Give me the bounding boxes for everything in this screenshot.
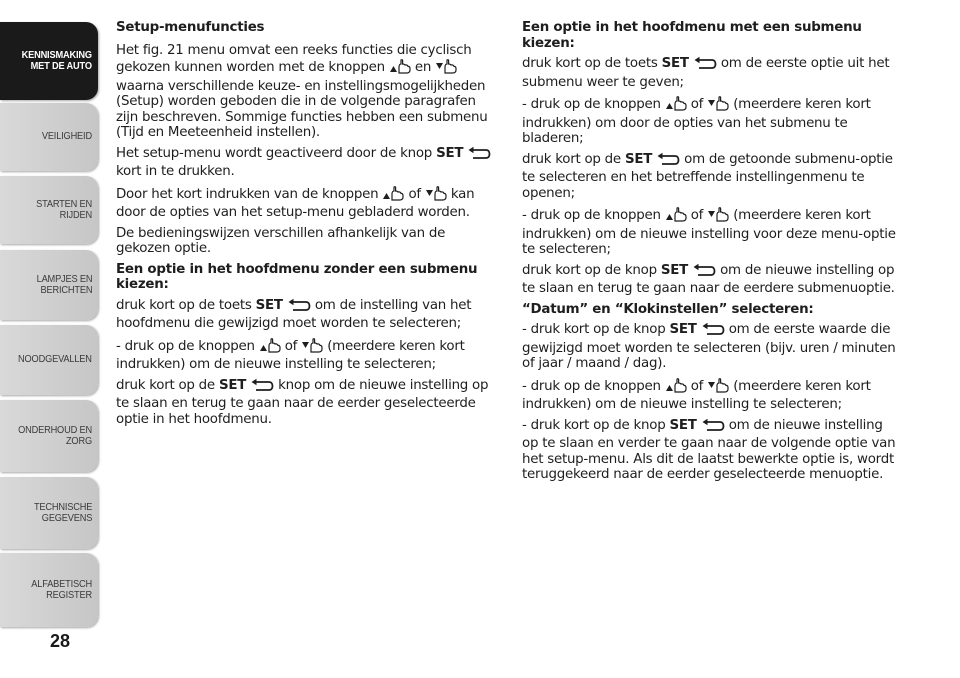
text: druk kort op de bbox=[522, 151, 621, 167]
down-arrow-hand-icon bbox=[707, 95, 729, 116]
down-arrow-hand-icon bbox=[425, 185, 447, 206]
text: (meerdere keren kort indrukken) om door de opties van het submenu te bladeren; bbox=[522, 97, 871, 146]
set-button-label: SET bbox=[669, 322, 697, 337]
text: Het fig. 21 menu omvat een reeks functies die cyclisch gekozen kunnen worden met de knoppen bbox=[116, 42, 472, 75]
text: waarna verschillende keuze- en instellingsmogelijkheden (Setup) worden geboden die in de volgende paragrafen zijn beschreven. Sommige functies hebben een submenu (Tijd en Meeteenheid instellen). bbox=[116, 78, 488, 140]
text: - druk kort op de knop bbox=[522, 322, 666, 337]
right-column bbox=[522, 20, 902, 488]
set-return-arrow-icon bbox=[692, 263, 716, 282]
text: druk kort op de knop bbox=[522, 262, 657, 278]
text: Het setup-menu wordt geactiveerd door de knop bbox=[116, 145, 433, 161]
set-return-arrow-icon bbox=[656, 152, 680, 171]
set-return-arrow-icon bbox=[250, 378, 274, 397]
set-button-label: SET bbox=[255, 297, 283, 313]
paragraph bbox=[522, 56, 902, 90]
up-arrow-hand-icon bbox=[665, 95, 687, 116]
text: (meerdere keren kort indrukken) om de nieuwe instelling te selecteren; bbox=[522, 378, 871, 412]
set-button-label: SET bbox=[436, 145, 464, 161]
down-arrow-hand-icon bbox=[707, 377, 729, 398]
set-return-arrow-icon bbox=[693, 56, 717, 75]
set-return-arrow-icon bbox=[701, 418, 725, 437]
tab-label: KENNISMAKING MET DE AUTO bbox=[21, 48, 92, 72]
tab-technische-gegevens[interactable] bbox=[0, 477, 98, 549]
paragraph bbox=[522, 322, 902, 372]
tab-label: LAMPJES EN BERICHTEN bbox=[36, 272, 92, 296]
section-heading: Een optie in het hoofdmenu met een submenu kiezen: bbox=[522, 20, 862, 51]
text: kan door de opties van het setup-menu gebladerd worden. bbox=[116, 186, 475, 220]
text: om de nieuwe instelling op te slaan en verder te gaan naar de volgende optie van het setup-menu. Als dit de laatst bewerkte optie is, wordt teruggekeerd naar de eerder geselecteerde menuoptie. bbox=[522, 417, 896, 482]
paragraph bbox=[522, 95, 902, 147]
tab-label: VEILIGHEID bbox=[41, 130, 92, 143]
text: om de nieuwe instelling op te slaan en terug te gaan naar de eerdere submenuoptie. bbox=[522, 262, 895, 296]
set-return-arrow-icon bbox=[701, 322, 725, 341]
tab-kennismaking[interactable] bbox=[0, 22, 98, 100]
text: - druk kort op de knop bbox=[522, 417, 666, 433]
tab-label: ONDERHOUD EN ZORG bbox=[18, 423, 92, 447]
paragraph bbox=[522, 263, 902, 297]
set-button-label: SET bbox=[669, 417, 697, 433]
set-button-label: SET bbox=[218, 377, 247, 393]
paragraph bbox=[116, 185, 498, 221]
tab-label: ALFABETISCH REGISTER bbox=[31, 577, 92, 601]
paragraph bbox=[522, 206, 902, 258]
section-heading: Setup-menufuncties bbox=[116, 20, 265, 35]
text: om de getoonde submenu-optie te selecteren en het betreffende instellingenmenu te openen; bbox=[522, 151, 893, 201]
up-arrow-hand-icon bbox=[259, 337, 281, 358]
text: druk kort op de bbox=[116, 377, 215, 393]
text: om de instelling van het hoofdmenu die gewijzigd moet worden te selecteren; bbox=[116, 297, 472, 331]
text: of bbox=[690, 378, 704, 394]
tab-onderhoud-en-zorg[interactable] bbox=[0, 400, 98, 472]
text: - druk op de knoppen bbox=[522, 208, 661, 223]
up-arrow-hand-icon bbox=[382, 185, 404, 206]
tab-veiligheid[interactable] bbox=[0, 103, 98, 171]
tab-label: TECHNISCHE GEGEVENS bbox=[33, 500, 92, 524]
text: - druk op de knoppen bbox=[522, 378, 661, 394]
up-arrow-hand-icon bbox=[665, 206, 687, 227]
text: of bbox=[408, 186, 421, 202]
text: en bbox=[414, 60, 432, 75]
subsection-heading: Een optie in het hoofdmenu zonder een submenu kiezen: bbox=[116, 261, 478, 292]
text: of bbox=[690, 97, 704, 112]
text: druk kort op de toets bbox=[116, 297, 252, 313]
set-button-label: SET bbox=[661, 56, 689, 71]
paragraph: De bedieningswijzen verschillen afhankelijk van de gekozen optie. bbox=[116, 225, 446, 256]
tab-label: NOODGEVALLEN bbox=[18, 353, 92, 366]
page-number: 28 bbox=[50, 631, 71, 651]
set-return-arrow-icon bbox=[467, 146, 491, 165]
up-arrow-hand-icon bbox=[665, 377, 687, 398]
set-return-arrow-icon bbox=[287, 298, 311, 317]
paragraph bbox=[116, 43, 498, 141]
tab-label: STARTEN EN RIJDEN bbox=[36, 197, 92, 221]
text: kort in te drukken. bbox=[116, 164, 235, 179]
set-button-label: SET bbox=[660, 262, 689, 278]
tab-alfabetisch-register[interactable] bbox=[0, 553, 98, 627]
paragraph bbox=[522, 152, 902, 202]
down-arrow-hand-icon bbox=[435, 58, 457, 79]
set-button-label: SET bbox=[624, 151, 653, 167]
paragraph bbox=[116, 146, 498, 180]
text: (meerdere keren kort indrukken) om de nieuwe instelling voor deze menu-optie te selecteren; bbox=[522, 208, 896, 257]
text: - druk op de knoppen bbox=[522, 97, 661, 112]
left-column bbox=[116, 20, 498, 432]
text: knop om de nieuwe instelling op te slaan en terug te gaan naar de eerder geselecteerde optie in het hoofdmenu. bbox=[116, 377, 489, 427]
text: druk kort op de toets bbox=[522, 56, 658, 71]
text: om de eerste waarde die gewijzigd moet worden te selecteren (bijv. uren / minuten of jaar / maand / dag). bbox=[522, 322, 896, 371]
down-arrow-hand-icon bbox=[707, 206, 729, 227]
tab-noodgevallen[interactable] bbox=[0, 325, 98, 395]
paragraph bbox=[116, 298, 498, 332]
text: om de eerste optie uit het submenu weer te geven; bbox=[522, 56, 890, 90]
up-arrow-hand-icon bbox=[389, 58, 411, 79]
paragraph bbox=[116, 378, 498, 428]
text: Door het kort indrukken van de knoppen bbox=[116, 186, 379, 202]
paragraph bbox=[522, 377, 902, 413]
tab-starten-en-rijden[interactable] bbox=[0, 176, 98, 244]
text: - druk op de knoppen bbox=[116, 338, 255, 354]
tab-lampjes-en-berichten[interactable] bbox=[0, 250, 98, 320]
paragraph bbox=[522, 418, 902, 483]
text: (meerdere keren kort indrukken) om de nieuwe instelling te selecteren; bbox=[116, 338, 465, 372]
subsection-heading: “Datum” en “Klokinstellen” selecteren: bbox=[522, 301, 814, 317]
paragraph bbox=[116, 337, 498, 373]
text: of bbox=[690, 208, 704, 223]
text: of bbox=[284, 338, 298, 354]
down-arrow-hand-icon bbox=[301, 337, 323, 358]
chapter-tab-bar bbox=[0, 0, 102, 678]
